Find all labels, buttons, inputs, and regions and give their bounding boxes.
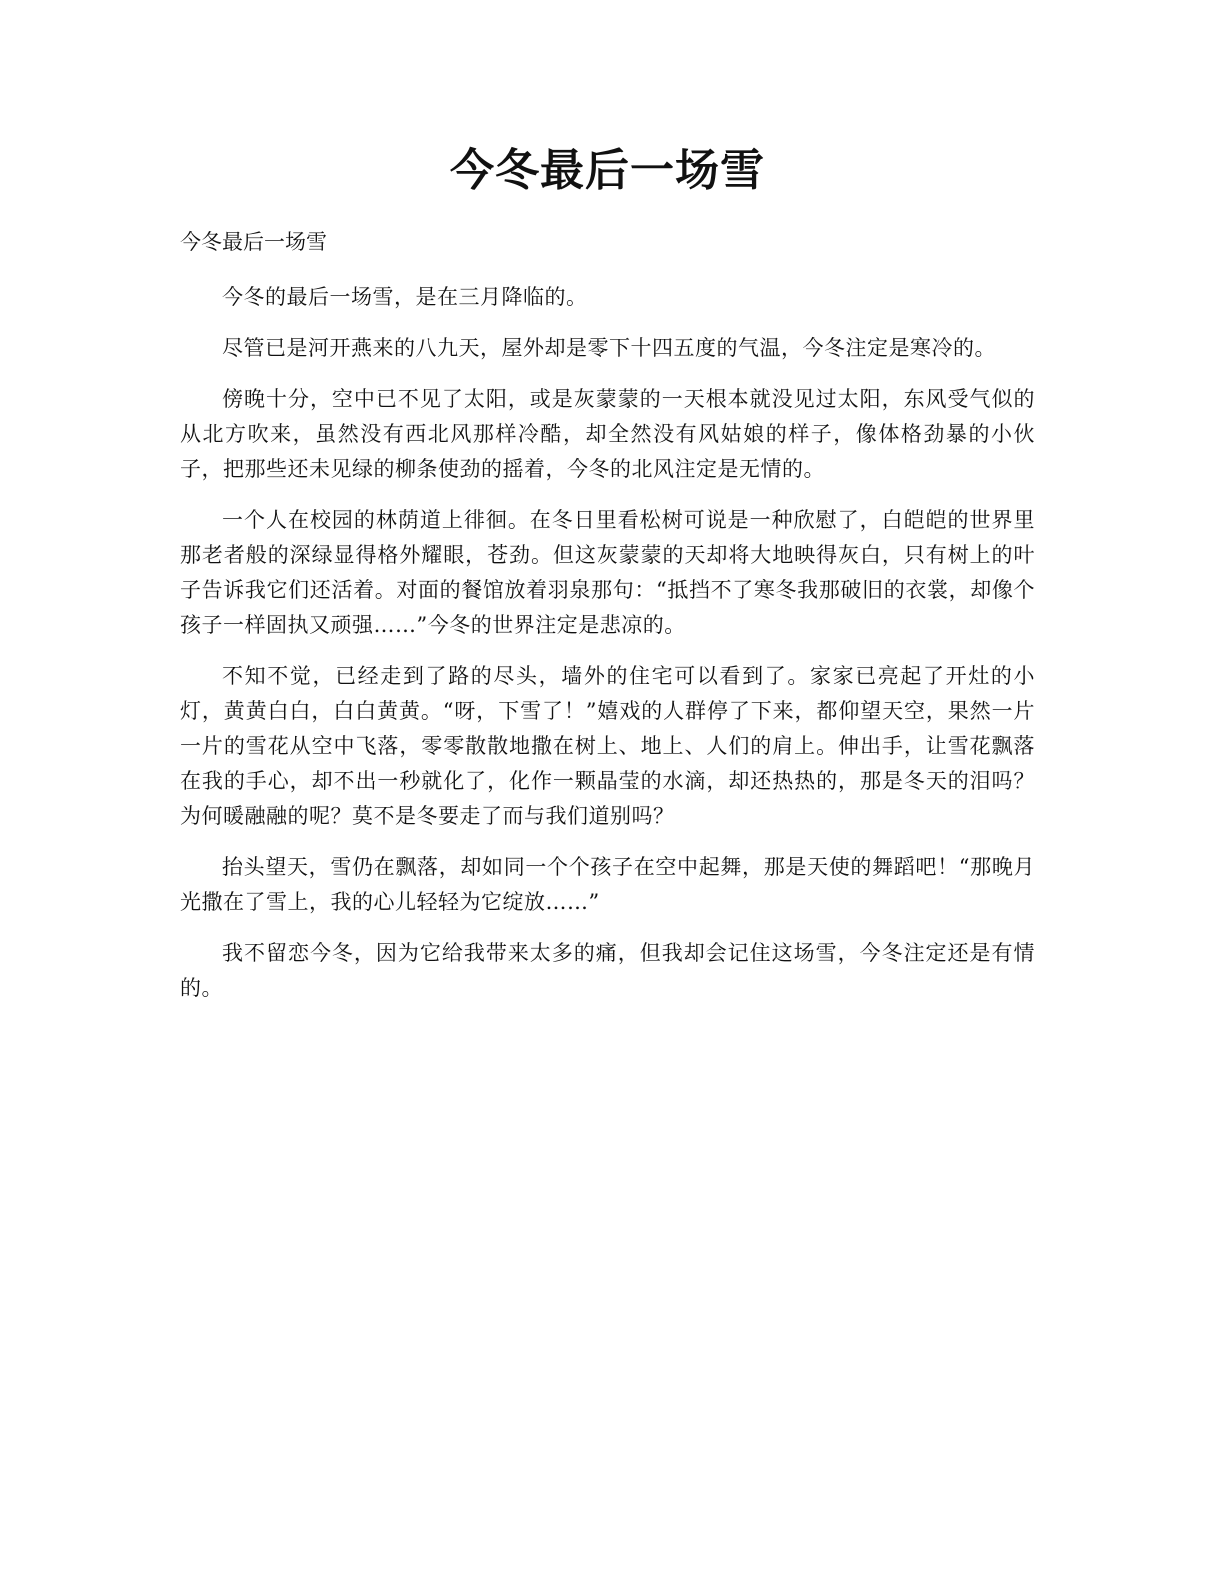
- paragraph-3: 傍晚十分，空中已不见了太阳，或是灰蒙蒙的一天根本就没见过太阳，东风受气似的从北方吹来，虽然没有西北风那样冷酷，却全然没有风姑娘的样子，像体格劲暴的小伙子，把那些还未见绿的柳条使劲的摇着，今冬的北风注定是无情的。: [180, 387, 1035, 481]
- paragraph-4: 一个人在校园的林荫道上徘徊。在冬日里看松树可说是一种欣慰了，白皑皑的世界里那老者般的深绿显得格外耀眼，苍劲。但这灰蒙蒙的天却将大地映得灰白，只有树上的叶子告诉我它们还活着。对面的餐馆放着羽泉那句：“抵挡不了寒冬我那破旧的衣裳，却像个孩子一样固执又顽强……”今冬的世界注定是悲凉的。: [180, 508, 1035, 637]
- paragraph-1: 今冬的最后一场雪，是在三月降临的。: [222, 285, 588, 309]
- paragraph-6: 抬头望天，雪仍在飘落，却如同一个个孩子在空中起舞，那是天使的舞蹈吧！“那晚月光撒在了雪上，我的心儿轻轻为它绽放……”: [180, 855, 1035, 914]
- document-page: [180, 138, 1035, 1022]
- document-title: 今冬最后一场雪: [450, 145, 765, 196]
- document-subtitle: 今冬最后一场雪: [180, 230, 327, 254]
- paragraph-7: 我不留恋今冬，因为它给我带来太多的痛，但我却会记住这场雪，今冬注定还是有情的。: [180, 941, 1035, 1000]
- paragraph-2: 尽管已是河开燕来的八九天，屋外却是零下十四五度的气温，今冬注定是寒冷的。: [222, 336, 996, 360]
- paragraph-5: 不知不觉，已经走到了路的尽头，墙外的住宅可以看到了。家家已亮起了开灶的小灯，黄黄白白，白白黄黄。“呀，下雪了！”嬉戏的人群停了下来，都仰望天空，果然一片一片的雪花从空中飞落，零零散散地撒在树上、地上、人们的肩上。伸出手，让雪花飘落在我的手心，却不出一秒就化了，化作一颗晶莹的水滴，却还热热的，那是冬天的泪吗？为何暖融融的呢？莫不是冬要走了而与我们道别吗？: [180, 664, 1035, 828]
